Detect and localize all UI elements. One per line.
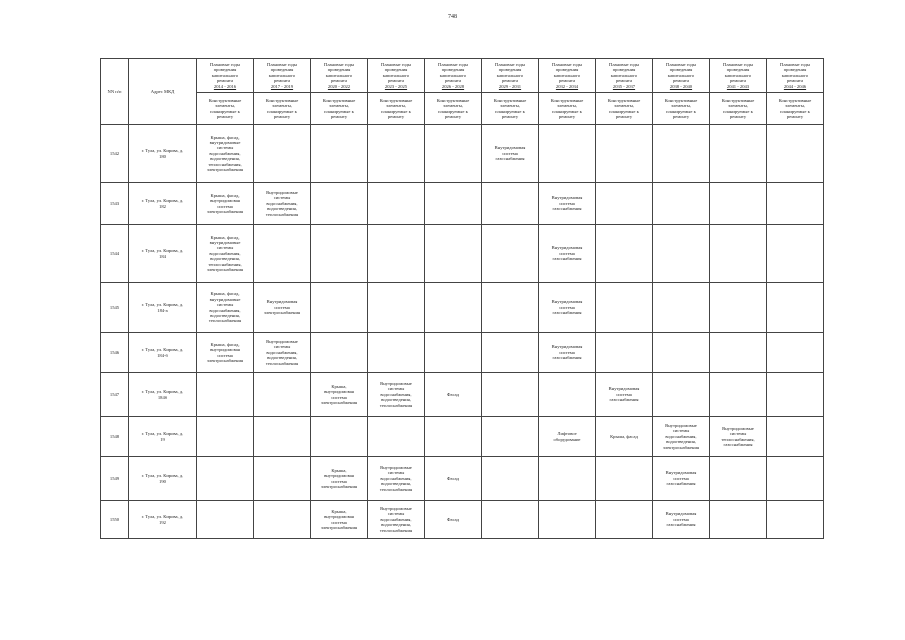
- repair-elements-cell: [254, 225, 311, 283]
- repair-elements-cell: [767, 333, 824, 373]
- repair-elements-cell: Фасад: [425, 373, 482, 417]
- repair-elements-cell: [710, 333, 767, 373]
- repair-elements-cell: Внутридомовые системы теплоснабжения, газоснабжения: [710, 417, 767, 457]
- repair-elements-cell: Внутридомовые системы водоснабжения, водоотведения, электроснабжения: [653, 417, 710, 457]
- repair-elements-cell: [596, 225, 653, 283]
- row-address: г. Тула, ул. Кирова, д. 184б: [129, 373, 197, 417]
- repair-elements-cell: Крыша, фасад: [596, 417, 653, 457]
- period-header: [368, 59, 425, 93]
- row-number: 1549: [101, 457, 129, 501]
- repair-elements-cell: [710, 457, 767, 501]
- period-title: Плановые годы проведения капитального ремонта: [209, 61, 241, 84]
- repair-elements-cell: [653, 225, 710, 283]
- row-address: г. Тула, ул. Кирова, д. 192: [129, 501, 197, 539]
- repair-elements-cell: Внутридомовые системы водоснабжения, водоотведения, теплоснабжения: [368, 373, 425, 417]
- repair-elements-cell: Фасад: [425, 457, 482, 501]
- repair-elements-cell: [368, 283, 425, 333]
- row-number: 1542: [101, 125, 129, 183]
- period-header: [254, 59, 311, 93]
- repair-elements-cell: [311, 225, 368, 283]
- repair-elements-cell: [482, 501, 539, 539]
- repair-elements-cell: [482, 417, 539, 457]
- table-row: [101, 225, 824, 283]
- period-years: 2032 - 2034: [555, 83, 579, 89]
- repair-elements-cell: [710, 283, 767, 333]
- repair-elements-cell: Внутридомовая система газоснабжения: [653, 501, 710, 539]
- repair-elements-cell: [710, 501, 767, 539]
- period-years: 2023 - 2025: [384, 83, 408, 89]
- row-number: 1548: [101, 417, 129, 457]
- repair-elements-cell: [254, 373, 311, 417]
- table-row: [101, 457, 824, 501]
- repair-elements-cell: Внутридомовая система газоснабжения: [539, 225, 596, 283]
- period-years: 2041 - 2043: [726, 83, 750, 89]
- period-header: [767, 59, 824, 93]
- row-address: г. Тула, ул. Кирова, д. 184-б: [129, 333, 197, 373]
- period-subheader: Конструктивные элементы, планируемые к ремонту: [596, 93, 653, 125]
- repair-elements-cell: [197, 417, 254, 457]
- repair-elements-cell: [596, 125, 653, 183]
- repair-elements-cell: [197, 457, 254, 501]
- repair-elements-cell: Внутридомовая система газоснабжения: [653, 457, 710, 501]
- period-years: 2014 - 2016: [213, 83, 237, 89]
- repair-elements-cell: Крыша, фасад, внутридомовые системы водоснабжения, водоотведения, теплоснабжения, электроснабжения: [197, 225, 254, 283]
- repair-elements-cell: [710, 125, 767, 183]
- repair-elements-cell: [710, 373, 767, 417]
- table-row: [101, 417, 824, 457]
- period-subheader: Конструктивные элементы, планируемые к ремонту: [710, 93, 767, 125]
- period-subheader: Конструктивные элементы, планируемые к ремонту: [368, 93, 425, 125]
- repair-elements-cell: [653, 125, 710, 183]
- repair-elements-cell: Крыша, фасад, внутридомовая система электроснабжения: [197, 333, 254, 373]
- period-title: Плановые годы проведения капитального ремонта: [608, 61, 640, 84]
- repair-elements-cell: Крыша, фасад, внутридомовая система электроснабжения: [197, 183, 254, 225]
- repair-elements-cell: Фасад: [425, 501, 482, 539]
- row-number: 1546: [101, 333, 129, 373]
- repair-elements-cell: Внутридомовая система электроснабжения: [254, 283, 311, 333]
- repair-elements-cell: Крыша, внутридомовая система электроснабжения: [311, 501, 368, 539]
- repair-elements-cell: [482, 225, 539, 283]
- period-header: [653, 59, 710, 93]
- row-number: 1544: [101, 225, 129, 283]
- row-number: 1547: [101, 373, 129, 417]
- repair-elements-cell: Лифтовое оборудование: [539, 417, 596, 457]
- period-subheader: Конструктивные элементы, планируемые к ремонту: [653, 93, 710, 125]
- repair-elements-cell: [425, 333, 482, 373]
- row-number: 1545: [101, 283, 129, 333]
- repair-elements-cell: Внутридомовые системы водоснабжения, водоотведения, теплоснабжения: [368, 501, 425, 539]
- repair-elements-cell: [767, 225, 824, 283]
- period-title: Плановые годы проведения капитального ремонта: [437, 61, 469, 84]
- period-subheader: Конструктивные элементы, планируемые к ремонту: [197, 93, 254, 125]
- period-years: 2026 - 2028: [441, 83, 465, 89]
- repair-elements-cell: [425, 125, 482, 183]
- capital-repair-plan-table: [100, 58, 824, 539]
- repair-elements-cell: [311, 283, 368, 333]
- repair-elements-cell: [368, 417, 425, 457]
- row-address: г. Тула, ул. Кирова, д. 184: [129, 225, 197, 283]
- table-row: [101, 333, 824, 373]
- period-years: 2020 - 2022: [327, 83, 351, 89]
- page-number: 748: [448, 14, 457, 20]
- repair-elements-cell: Внутридомовая система газоснабжения: [539, 183, 596, 225]
- repair-elements-cell: [539, 501, 596, 539]
- period-header: [311, 59, 368, 93]
- repair-elements-cell: [197, 501, 254, 539]
- repair-elements-cell: [767, 183, 824, 225]
- repair-elements-cell: [311, 333, 368, 373]
- row-address: г. Тула, ул. Кирова, д. 180: [129, 125, 197, 183]
- repair-elements-cell: [254, 417, 311, 457]
- repair-elements-cell: [596, 183, 653, 225]
- repair-elements-cell: [482, 283, 539, 333]
- repair-elements-cell: Внутридомовая система газоснабжения: [539, 283, 596, 333]
- row-address: г. Тула, ул. Кирова, д. 190: [129, 457, 197, 501]
- repair-elements-cell: [710, 225, 767, 283]
- row-address: г. Тула, ул. Кирова, д. 19: [129, 417, 197, 457]
- period-subheader: Конструктивные элементы, планируемые к ремонту: [482, 93, 539, 125]
- repair-elements-cell: [368, 125, 425, 183]
- period-title: Плановые годы проведения капитального ремонта: [494, 61, 526, 84]
- period-header: [425, 59, 482, 93]
- repair-elements-cell: Внутридомовая система газоснабжения: [539, 333, 596, 373]
- repair-elements-cell: [767, 283, 824, 333]
- repair-elements-cell: Внутридомовые системы водоснабжения, водоотведения, теплоснабжения: [368, 457, 425, 501]
- period-title: Плановые годы проведения капитального ремонта: [266, 61, 298, 84]
- repair-elements-cell: Крыша, внутридомовая система электроснабжения: [311, 457, 368, 501]
- period-title: Плановые годы проведения капитального ремонта: [722, 61, 754, 84]
- period-years: 2044 - 2046: [783, 83, 807, 89]
- repair-elements-cell: [653, 183, 710, 225]
- repair-elements-cell: [368, 183, 425, 225]
- repair-elements-cell: [254, 501, 311, 539]
- repair-elements-cell: [425, 417, 482, 457]
- repair-elements-cell: [197, 373, 254, 417]
- period-title: Плановые годы проведения капитального ремонта: [665, 61, 697, 84]
- repair-elements-cell: Внутридомовая система газоснабжения: [482, 125, 539, 183]
- repair-elements-cell: [311, 417, 368, 457]
- repair-elements-cell: [368, 333, 425, 373]
- period-title: Плановые годы проведения капитального ремонта: [551, 61, 583, 84]
- repair-elements-cell: [767, 417, 824, 457]
- period-header: [482, 59, 539, 93]
- period-header: [197, 59, 254, 93]
- repair-elements-cell: [254, 457, 311, 501]
- repair-elements-cell: Внутридомовые системы водоснабжения, водоотведения, теплоснабжения: [254, 183, 311, 225]
- repair-elements-cell: [596, 457, 653, 501]
- table-row: [101, 373, 824, 417]
- row-number: 1543: [101, 183, 129, 225]
- period-subheader: Конструктивные элементы, планируемые к ремонту: [425, 93, 482, 125]
- repair-elements-cell: [425, 283, 482, 333]
- repair-elements-cell: [482, 457, 539, 501]
- repair-elements-cell: [653, 283, 710, 333]
- repair-elements-cell: Крыша, фасад, внутридомовые системы водоснабжения, водоотведения, теплоснабжения, электроснабжения: [197, 125, 254, 183]
- repair-elements-cell: [539, 373, 596, 417]
- period-subheader: Конструктивные элементы, планируемые к ремонту: [311, 93, 368, 125]
- table-row: [101, 501, 824, 539]
- period-years: 2038 - 2040: [669, 83, 693, 89]
- period-years: 2029 - 2031: [498, 83, 522, 89]
- repair-elements-cell: [596, 333, 653, 373]
- repair-elements-cell: [482, 333, 539, 373]
- period-years: 2017 - 2019: [270, 83, 294, 89]
- repair-elements-cell: [767, 373, 824, 417]
- repair-elements-cell: [767, 125, 824, 183]
- repair-elements-cell: Крыша, фасад, внутридомовые системы водоснабжения, водоотведения, теплоснабжения: [197, 283, 254, 333]
- period-header: [710, 59, 767, 93]
- repair-elements-cell: [482, 373, 539, 417]
- period-title: Плановые годы проведения капитального ремонта: [323, 61, 355, 84]
- repair-elements-cell: [425, 225, 482, 283]
- repair-elements-cell: [767, 457, 824, 501]
- period-title: Плановые годы проведения капитального ремонта: [779, 61, 811, 84]
- repair-elements-cell: [767, 501, 824, 539]
- table-row: [101, 283, 824, 333]
- table-row: [101, 125, 824, 183]
- repair-elements-cell: [596, 501, 653, 539]
- repair-elements-cell: Внутридомовая система газоснабжения: [596, 373, 653, 417]
- repair-elements-cell: [311, 183, 368, 225]
- repair-elements-cell: [539, 125, 596, 183]
- repair-elements-cell: Внутридомовые системы водоснабжения, водоотведения, теплоснабжения: [254, 333, 311, 373]
- repair-elements-cell: [710, 183, 767, 225]
- header-num: NN п/п: [101, 59, 129, 125]
- repair-elements-cell: Крыша, внутридомовая система электроснабжения: [311, 373, 368, 417]
- period-subheader: Конструктивные элементы, планируемые к ремонту: [254, 93, 311, 125]
- repair-elements-cell: [596, 283, 653, 333]
- repair-elements-cell: [482, 183, 539, 225]
- period-title: Плановые годы проведения капитального ремонта: [380, 61, 412, 84]
- row-number: 1550: [101, 501, 129, 539]
- table-row: [101, 183, 824, 225]
- repair-elements-cell: [653, 373, 710, 417]
- period-subheader: Конструктивные элементы, планируемые к ремонту: [539, 93, 596, 125]
- repair-elements-cell: [254, 125, 311, 183]
- period-years: 2035 - 2037: [612, 83, 636, 89]
- period-subheader: Конструктивные элементы, планируемые к ремонту: [767, 93, 824, 125]
- row-address: г. Тула, ул. Кирова, д. 182: [129, 183, 197, 225]
- period-header: [596, 59, 653, 93]
- period-header: [539, 59, 596, 93]
- repair-elements-cell: [368, 225, 425, 283]
- repair-elements-cell: [425, 183, 482, 225]
- row-address: г. Тула, ул. Кирова, д. 184-а: [129, 283, 197, 333]
- header-address: Адрес МКД: [129, 59, 197, 125]
- repair-elements-cell: [653, 333, 710, 373]
- repair-elements-cell: [539, 457, 596, 501]
- repair-elements-cell: [311, 125, 368, 183]
